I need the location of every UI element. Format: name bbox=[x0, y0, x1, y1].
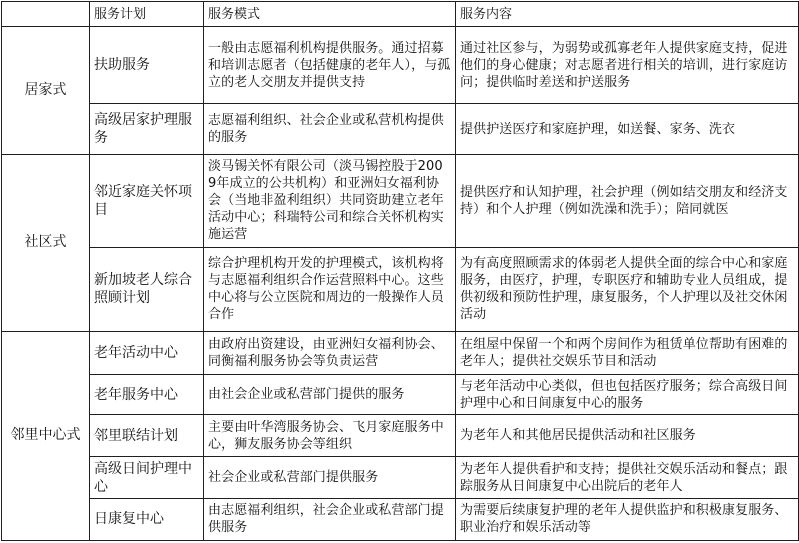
content-cell: 提供医疗和认知护理，社会护理（例如结交朋友和经济支持）和个人护理（例如洗澡和洗手）；陪同就医 bbox=[456, 154, 799, 248]
table-row bbox=[2, 415, 799, 457]
mode-cell: 社会企业或私营部门提供服务 bbox=[204, 457, 456, 498]
table-row bbox=[2, 374, 799, 414]
mode-cell: 主要由叶华湾服务协会、飞月家庭服务中心，狮友服务协会等组织 bbox=[204, 415, 456, 457]
table-row bbox=[2, 248, 799, 331]
content-cell: 为老年人和其他居民提供活动和社区服务 bbox=[456, 415, 799, 457]
content-cell: 在组屋中保留一个和两个房间作为租赁单位帮助有困难的老年人；提供社交娱乐节目和活动 bbox=[456, 331, 799, 374]
mode-cell: 淡马锡关怀有限公司（淡马锡控股于2009年成立的公共机构）和亚洲妇女福利协会（当地非盈利组织）共同资助建立老年活动中心；科瑞特公司和综合关怀机构实施运营 bbox=[204, 154, 456, 248]
content-cell: 为有高度照顾需求的体弱老人提供全面的综合中心和家庭服务，由医疗，护理，专职医疗和辅助专业人员组成，提供初级和预防性护理，康复服务，个人护理以及社交休闲活动 bbox=[456, 248, 799, 331]
content-cell: 提供护送医疗和家庭护理，如送餐、家务、洗衣 bbox=[456, 104, 799, 154]
header-mode: 服务模式 bbox=[204, 2, 456, 27]
mode-cell: 一般由志愿福利机构提供服务。通过招募和培训志愿者（包括健康的老年人），与孤立的老人交朋友并提供支持 bbox=[204, 27, 456, 104]
table-row bbox=[2, 331, 799, 374]
table-row bbox=[2, 498, 799, 540]
category-home-based: 居家式 bbox=[2, 27, 90, 155]
mode-cell: 综合护理机构开发的护理模式，该机构将与志愿福利组织合作运营照料中心。这些中心将与公立医院和周边的一般操作人员合作 bbox=[204, 248, 456, 331]
plan-cell: 高级日间护理中心 bbox=[90, 457, 204, 498]
plan-cell: 邻近家庭关怀项目 bbox=[90, 154, 204, 248]
plan-cell: 新加坡老人综合照顾计划 bbox=[90, 248, 204, 331]
plan-cell: 邻里联结计划 bbox=[90, 415, 204, 457]
category-community-based: 社区式 bbox=[2, 154, 90, 331]
header-category bbox=[2, 2, 90, 27]
category-neighborhood-center: 邻里中心式 bbox=[2, 331, 90, 540]
plan-cell: 老年服务中心 bbox=[90, 374, 204, 414]
content-cell: 为需要后续康复护理的老年人提供监护和积极康复服务、职业治疗和娱乐活动等 bbox=[456, 498, 799, 540]
table-header-row bbox=[2, 2, 799, 27]
content-cell: 与老年活动中心类似，但也包括医疗服务；综合高级日间护理中心和日间康复中心的服务 bbox=[456, 374, 799, 414]
plan-cell: 高级居家护理服务 bbox=[90, 104, 204, 154]
table-row bbox=[2, 457, 799, 498]
table-row bbox=[2, 154, 799, 248]
table-row bbox=[2, 104, 799, 154]
plan-cell: 老年活动中心 bbox=[90, 331, 204, 374]
plan-cell: 日康复中心 bbox=[90, 498, 204, 540]
mode-cell: 由社会企业或私营部门提供的服务 bbox=[204, 374, 456, 414]
header-plan: 服务计划 bbox=[90, 2, 204, 27]
plan-cell: 扶助服务 bbox=[90, 27, 204, 104]
service-plan-table bbox=[1, 1, 799, 541]
header-content: 服务内容 bbox=[456, 2, 799, 27]
mode-cell: 由政府出资建设，由亚洲妇女福利协会、同衡福利服务协会等负责运营 bbox=[204, 331, 456, 374]
service-plan-table-container bbox=[1, 1, 798, 541]
mode-cell: 志愿福利组织、社会企业或私营机构提供的服务 bbox=[204, 104, 456, 154]
content-cell: 通过社区参与，为弱势或孤寡老年人提供家庭支持，促进他们的身心健康；对志愿者进行相关的培训，进行家庭访问；提供临时差送和护送服务 bbox=[456, 27, 799, 104]
content-cell: 为老年人提供看护和支持；提供社交娱乐活动和餐点；跟踪服务从日间康复中心出院后的老年人 bbox=[456, 457, 799, 498]
mode-cell: 由志愿福利组织，社会企业或私营部门提供服务 bbox=[204, 498, 456, 540]
table-row bbox=[2, 27, 799, 104]
